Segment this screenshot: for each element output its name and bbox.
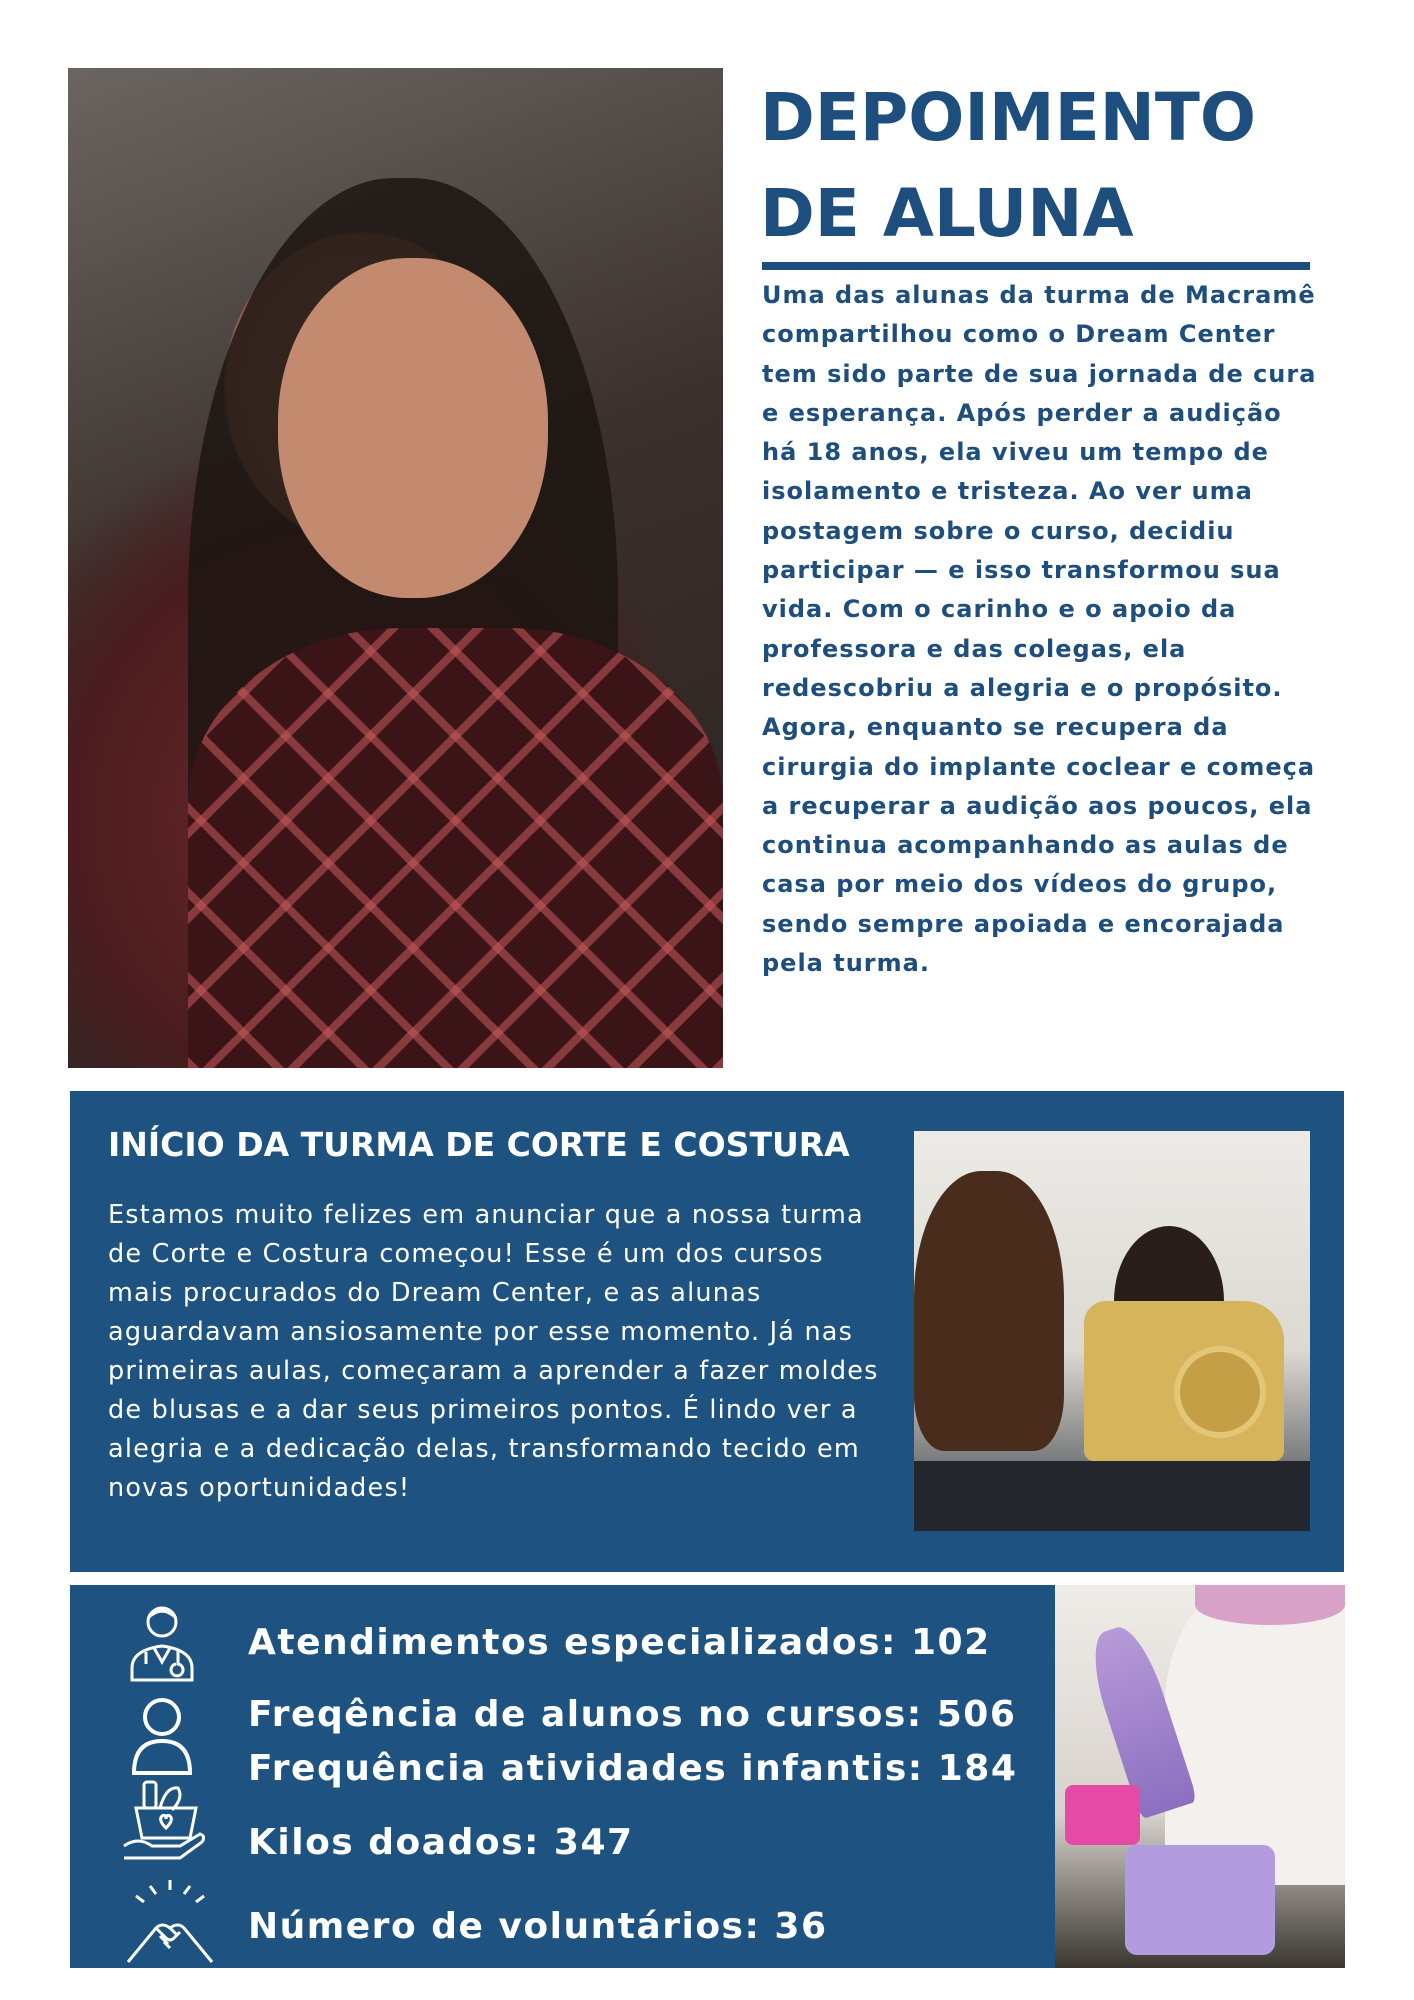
photo-macrame-top xyxy=(188,628,723,1068)
stat-course-attendance: Freqência de alunos no cursos: 506 xyxy=(248,1694,1017,1735)
photo-pink-cake xyxy=(1065,1785,1140,1845)
photo-machine-wheel xyxy=(1174,1346,1266,1438)
stat-kilos-donated: Kilos doados: 347 xyxy=(248,1822,634,1863)
photo-table xyxy=(914,1461,1310,1531)
testimonial-title: DEPOIMENTO DE ALUNA xyxy=(760,79,1257,252)
photo-student xyxy=(914,1171,1064,1451)
handshake-icon xyxy=(120,1878,216,1968)
sewing-title: INÍCIO DA TURMA DE CORTE E COSTURA xyxy=(108,1125,850,1164)
testimonial-text: Uma das alunas da turma de Macramê compartilhou como o Dream Center tem sido parte de sua jornada de cura e esperança. Após perder a audição há 18 anos, ela viveu um tempo de isolamento e tristeza. Ao ver uma postagem sobre o curso, decidiu participar — e isso transformou sua vida. Com o carinho e o apoio da professora e das colegas, ela redescobriu a alegria e o propósito. Agora, enquanto se recupera da cirurgia do implante coclear e começa a recuperar a audição aos poucos, ela continua acompanhando as aulas de casa por meio dos vídeos do grupo, sendo sempre apoiada e encorajada pela turma. xyxy=(762,281,1317,978)
photo-face xyxy=(278,258,548,598)
stat-volunteers: Número de voluntários: 36 xyxy=(248,1906,828,1947)
cake-decorating-photo xyxy=(1055,1585,1345,1968)
doctor-icon xyxy=(120,1600,216,1684)
testimonial-photo xyxy=(68,68,723,1068)
food-basket-icon xyxy=(120,1776,216,1866)
photo-person xyxy=(1165,1585,1345,1885)
stat-specialized-care: Atendimentos especializados: 102 xyxy=(248,1622,991,1663)
photo-purple-cake xyxy=(1125,1845,1275,1955)
user-icon xyxy=(120,1693,216,1777)
title-divider xyxy=(762,262,1310,270)
sewing-text: Estamos muito felizes em anunciar que a nossa turma de Corte e Costura começou! Esse é um dos cursos mais procurados do Dream Center, e as alunas aguardavam ansiosamente por esse momento. Já nas primeiras aulas, começaram a aprender a fazer moldes de blusas e a dar seus primeiros pontos. É lindo ver a alegria e a dedicação delas, transformando tecido em novas oportunidades! xyxy=(108,1200,879,1503)
sewing-class-photo xyxy=(914,1131,1310,1531)
stat-children-activities: Frequência atividades infantis: 184 xyxy=(248,1748,1018,1789)
photo-hairnet xyxy=(1195,1585,1345,1625)
